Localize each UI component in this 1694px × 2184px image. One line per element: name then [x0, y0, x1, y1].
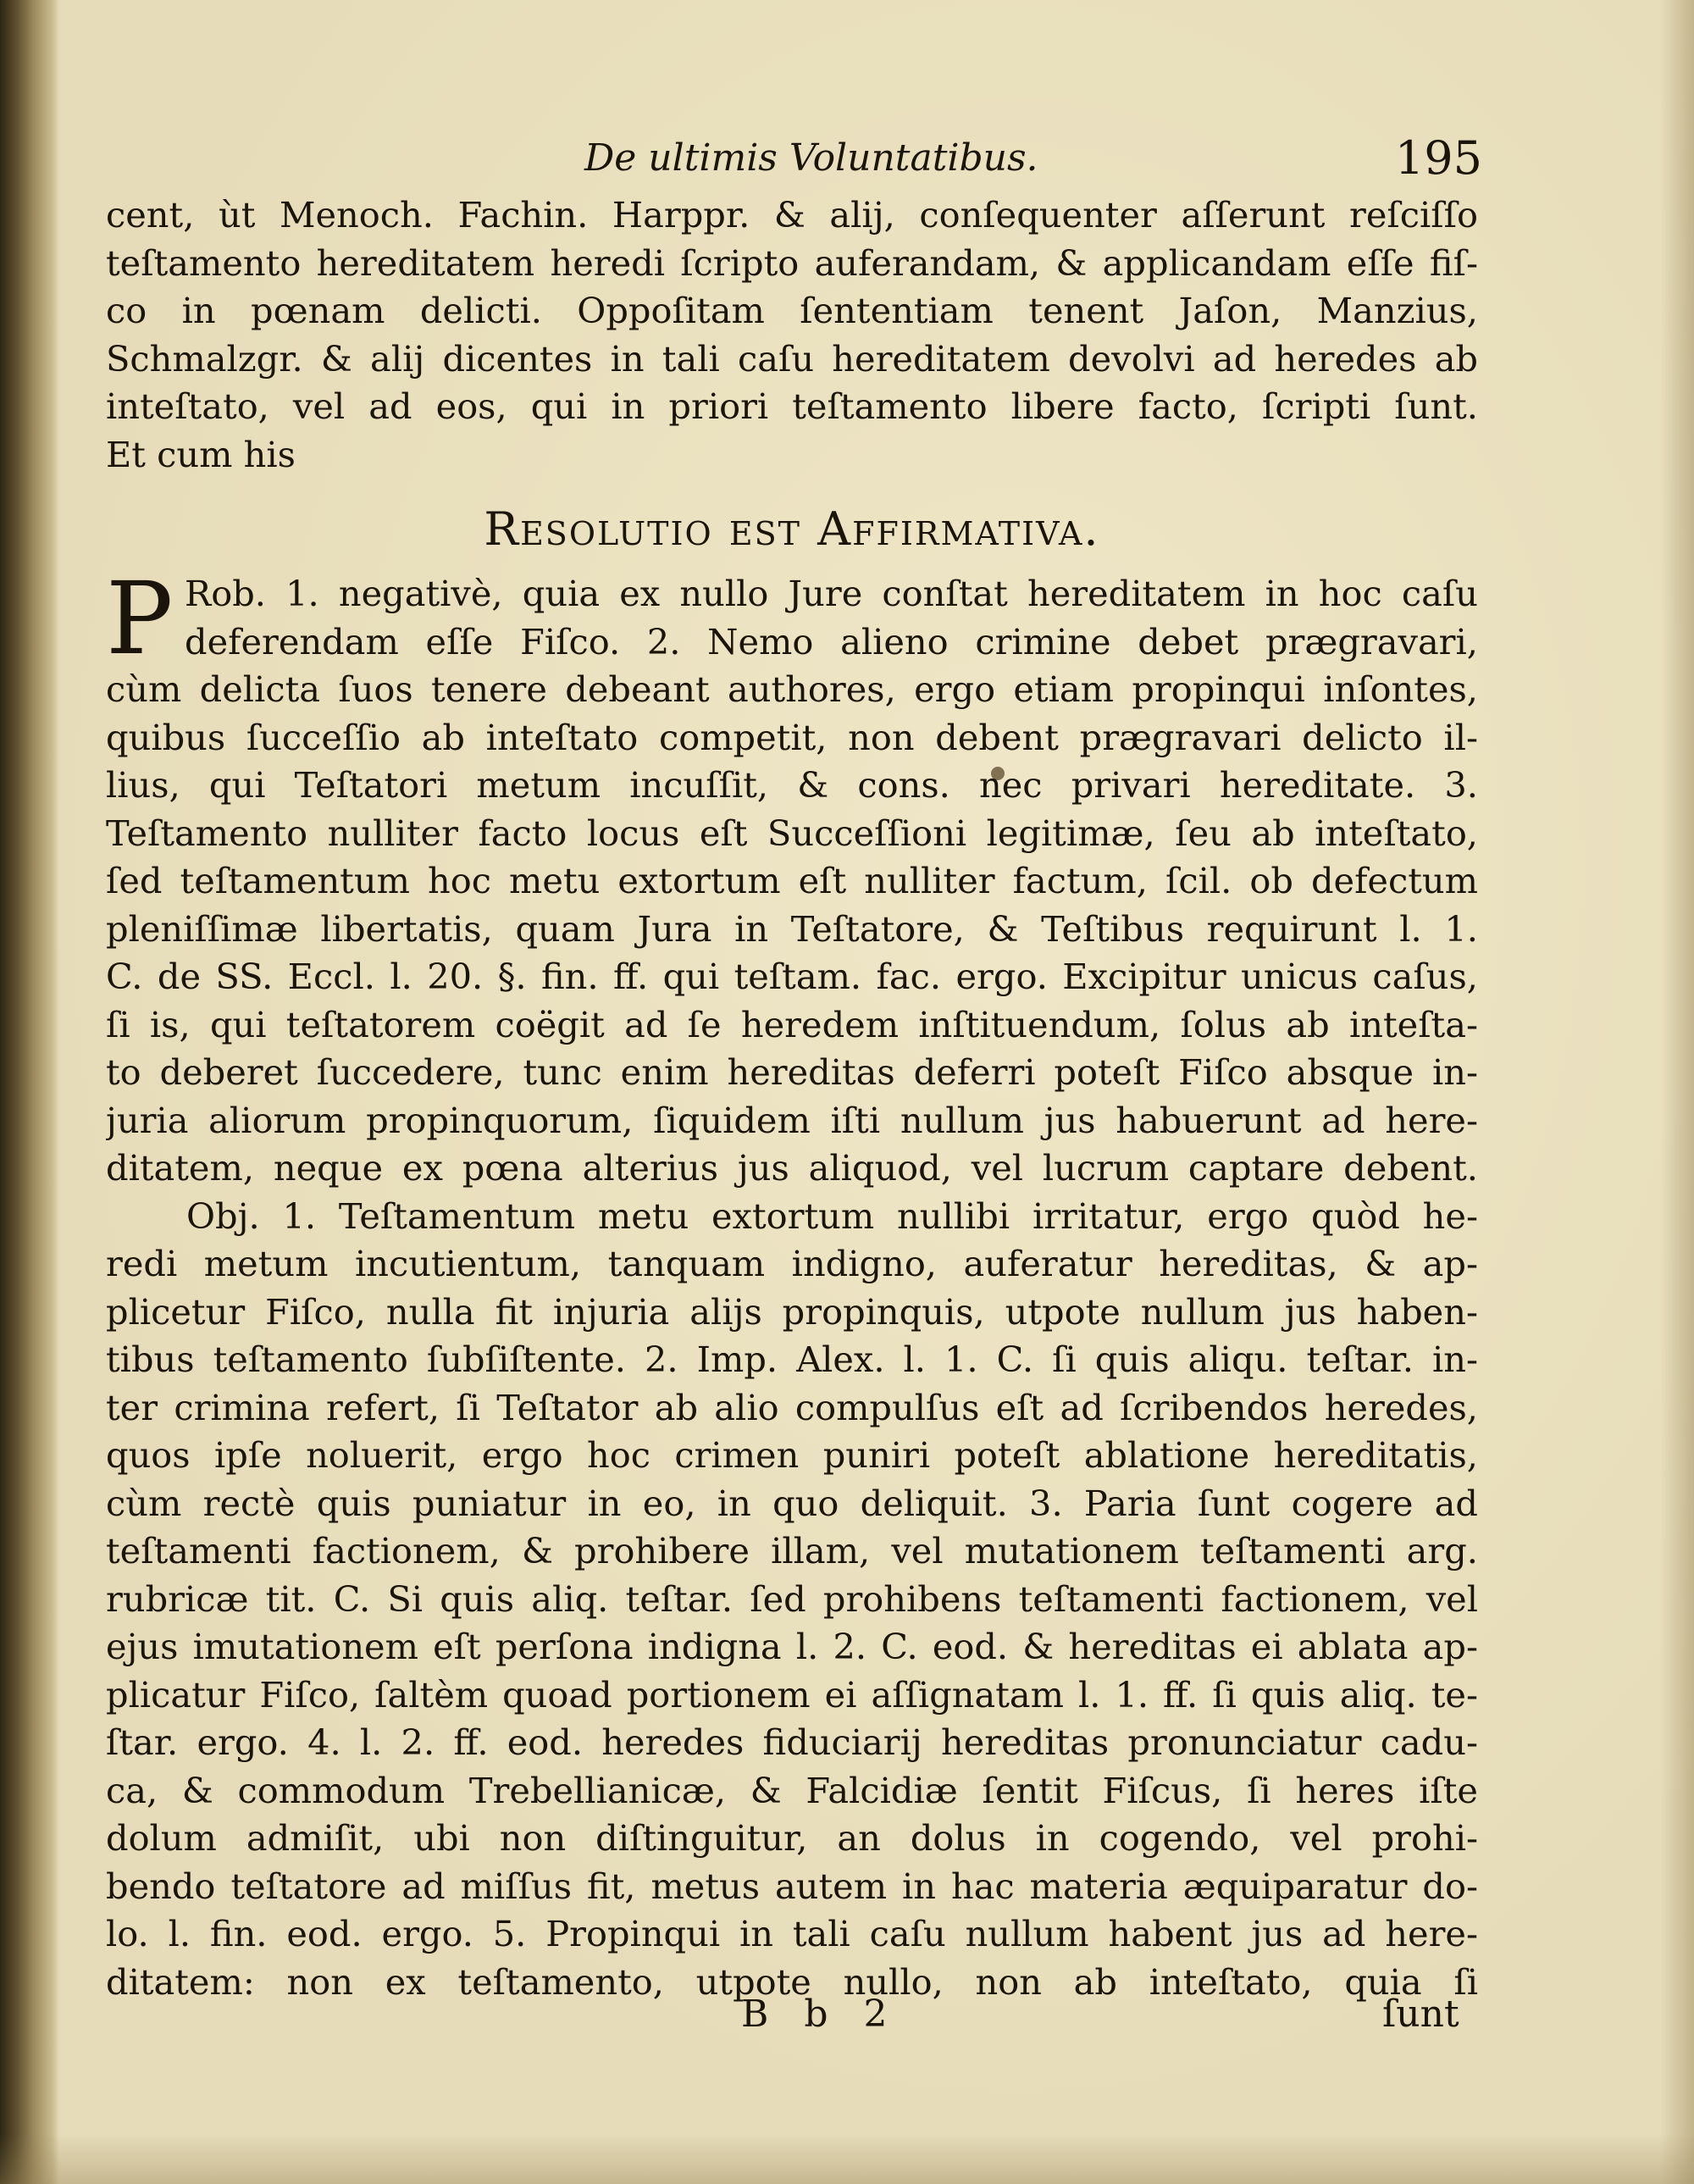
text-line: teſtamento hereditatem heredi ſcripto auferandam, & applicandam eſſe fiſ- — [106, 241, 1478, 284]
text-line: dolum admiſit, ubi non diſtinguitur, an dolus in cogendo, vel prohi- — [106, 1817, 1478, 1859]
running-title: De ultimis Voluntatibus. — [584, 136, 1038, 180]
text-line: deferendam eſſe Fiſco. 2. Nemo alieno crimine debet prægravari, — [185, 620, 1478, 662]
text-line: ſi is, qui teſtatorem coëgit ad ſe heredem inſtituendum, ſolus ab inteſta- — [106, 1003, 1478, 1045]
text-line: plicetur Fiſco, nulla fit injuria alijs propinquis, utpote nullum jus haben- — [106, 1290, 1478, 1333]
text-line: cùm delicta ſuos tenere debeant authores, ergo etiam propinqui inſontes, — [106, 668, 1478, 710]
text-line: teſtamenti factionem, & prohibere illam, vel mutationem teſtamenti arg. — [106, 1530, 1478, 1571]
text-line: inteſtato, vel ad eos, qui in priori teſtamento libere facto, ſcripti ſunt. — [106, 385, 1478, 427]
text-line: plicatur Fiſco, ſaltèm quoad portionem ei aſſignatam l. 1. ff. ſi quis aliq. te- — [106, 1673, 1478, 1716]
text-line: ditatem, neque ex pœna alterius jus aliquod, vel lucrum captare debent. — [106, 1147, 1478, 1189]
text-line: lo. l. fin. eod. ergo. 5. Propinqui in tali caſu nullum habent jus ad here- — [106, 1913, 1478, 1954]
text-line: cent, ùt Menoch. Fachin. Harppr. & alij, conſequenter aſſerunt reſciſſo — [106, 194, 1478, 236]
signature-mark: B b 2 — [741, 1993, 900, 2036]
page-edge-shadow — [1660, 0, 1694, 2184]
text-line: ſed teſtamentum hoc metu extortum eſt nulliter factum, ſcil. ob defectum — [106, 860, 1478, 901]
drop-capital: P — [106, 560, 174, 677]
text-line: to deberet ſuccedere, tunc enim hereditas deferri poteſt Fiſco absque in- — [106, 1051, 1478, 1093]
text-line: quos ipſe noluerit, ergo hoc crimen puniri poteſt ablatione hereditatis, — [106, 1434, 1478, 1476]
section-heading: Resolutio est Affirmativa. — [484, 502, 1100, 556]
text-line: quibus ſucceſſio ab inteſtato competit, non debent prægravari delicto il- — [106, 716, 1478, 758]
text-line: Obj. 1. Teſtamentum metu extortum nullibi irritatur, ergo quòd he- — [186, 1195, 1478, 1237]
page-number: 195 — [1394, 131, 1482, 185]
text-line: Teſtamento nulliter facto locus eſt Succeſſioni legitimæ, ſeu ab inteſtato, — [106, 812, 1478, 854]
page-body — [106, 191, 1478, 2006]
text-line: bendo teſtatore ad miſſus fit, metus autem in hac materia æquiparatur do- — [106, 1865, 1478, 1907]
text-line: ca, & commodum Trebellianicæ, & Falcidiæ ſentit Fiſcus, ſi heres iſte — [106, 1769, 1478, 1811]
text-line: lius, qui Teſtatori metum incuſſit, & cons. nec privari hereditate. 3. — [106, 764, 1478, 806]
text-line: tibus teſtamento ſubſiſtente. 2. Imp. Alex. l. 1. C. ſi quis aliqu. teſtar. in- — [106, 1339, 1478, 1380]
text-line: Rob. 1. negativè, quia ex nullo Jure conſtat hereditatem in hoc caſu — [185, 573, 1478, 614]
objections-paragraph — [106, 1193, 1478, 2007]
text-line: ſtar. ergo. 4. l. 2. ff. eod. heredes fiduciarij hereditas pronunciatur cadu- — [106, 1721, 1478, 1763]
resolutio-paragraph — [106, 560, 1478, 1193]
page-bottom-shadow — [0, 2133, 1694, 2184]
text-line: ejus imutationem eſt perſona indigna l. 2. C. eod. & hereditas ei ablata ap- — [106, 1626, 1478, 1667]
text-line: Et cum his — [106, 433, 296, 475]
intro-paragraph — [106, 191, 1478, 479]
text-line: pleniſſimæ libertatis, quam Jura in Teſtatore, & Teſtibus requirunt l. 1. — [106, 907, 1478, 950]
text-line: cùm rectè quis puniatur in eo, in quo deliquit. 3. Paria ſunt cogere ad — [106, 1482, 1478, 1524]
text-line: juria aliorum propinquorum, ſiquidem iſti nullum jus habuerunt ad here- — [106, 1099, 1478, 1141]
catchword: ſunt — [1382, 1993, 1459, 2036]
text-line: redi metum incutientum, tanquam indigno, auferatur hereditas, & ap- — [106, 1243, 1478, 1284]
text-line: co in pœnam delicti. Oppoſitam ſententiam tenent Jaſon, Manzius, — [106, 290, 1478, 331]
text-line: ter crimina refert, ſi Teſtator ab alio compulſus eſt ad ſcribendos heredes, — [106, 1386, 1478, 1428]
text-line: ditatem: non ex teſtamento, utpote nullo, non ab inteſtato, quia ſi — [106, 1960, 1478, 2003]
text-line: rubricæ tit. C. Si quis aliq. teſtar. ſed prohibens teſtamenti factionem, vel — [106, 1577, 1478, 1620]
text-line: C. de SS. Eccl. l. 20. §. fin. ff. qui teſtam. fac. ergo. Excipitur unicus caſus, — [106, 956, 1478, 997]
running-header — [102, 131, 1482, 199]
text-line: Schmalzgr. & alij dicentes in tali caſu hereditatem devolvi ad heredes ab — [106, 337, 1478, 380]
page-gutter — [0, 0, 59, 2184]
